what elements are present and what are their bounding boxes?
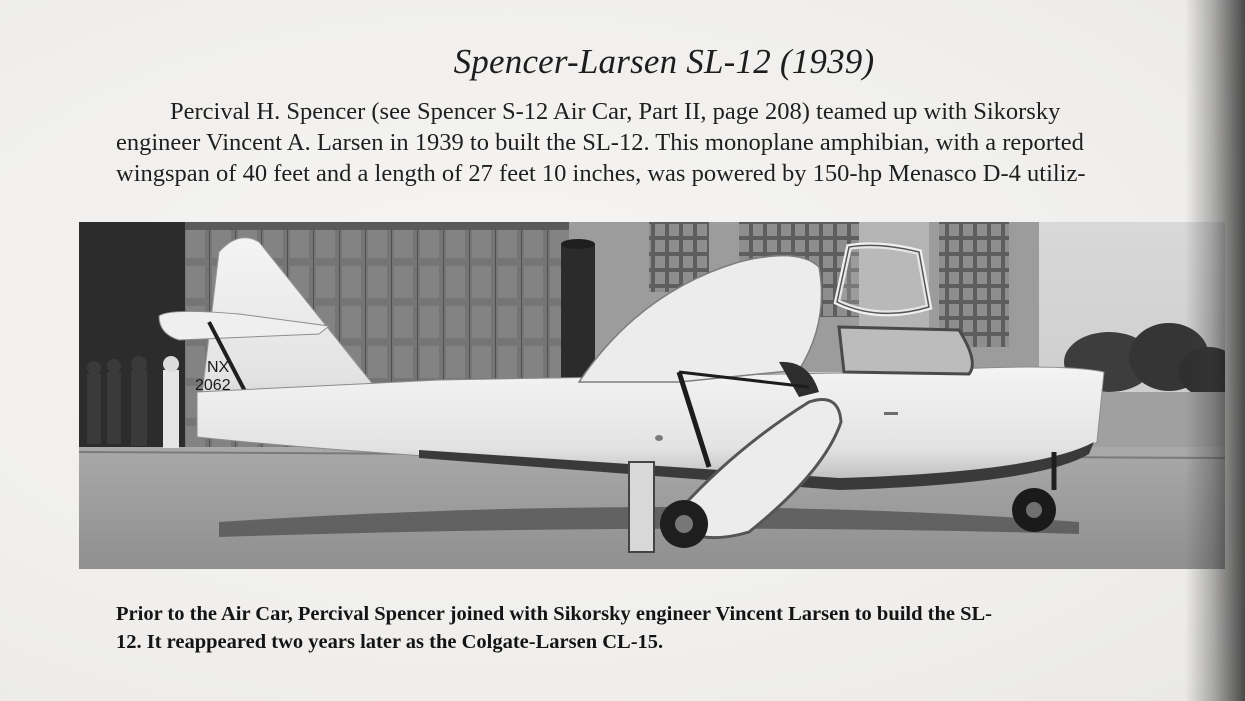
registration-mark: 2062 [195,377,231,394]
page-title: Spencer-Larsen SL-12 (1939) [453,42,875,81]
body-line: engineer Vincent A. Larsen in 1939 to built the SL-12. This monoplane amphibian, with a reported [116,129,1084,156]
caption-line: 12. It reappeared two years later as the Colgate-Larsen CL-15. [116,631,664,653]
page-spine-shadow [1185,0,1245,701]
photo-caption [116,600,1216,656]
registration-mark: NX [207,359,230,376]
aircraft-photo [79,222,1225,569]
body-line: wingspan of 40 feet and a length of 27 feet 10 inches, was powered by 150-hp Menasco D-4 utiliz- [116,160,1086,187]
body-paragraph [116,96,1216,189]
caption-line: Prior to the Air Car, Percival Spencer joined with Sikorsky engineer Vincent Larsen to build the SL- [116,603,993,625]
body-line: Percival H. Spencer (see Spencer S-12 Air Car, Part II, page 208) teamed up with Sikorsky [170,98,1061,125]
